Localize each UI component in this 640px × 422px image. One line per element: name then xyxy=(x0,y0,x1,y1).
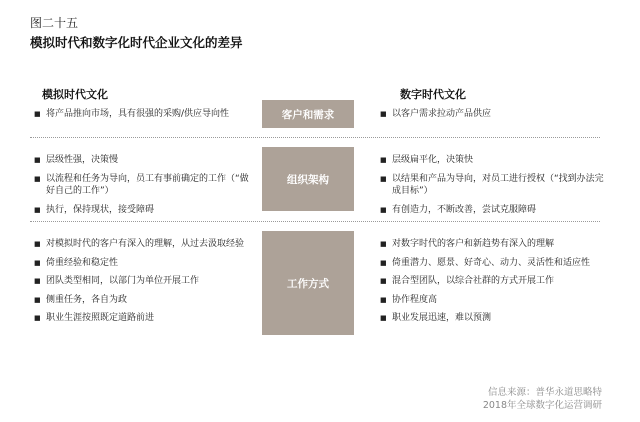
category-work-style: 工作方式 xyxy=(262,231,354,335)
category-organization: 组织架构 xyxy=(262,147,354,211)
list-item: ■ 职业发展迅速，难以预测 xyxy=(380,312,605,325)
list-item: ■ 对模拟时代的客户有深入的理解，从过去汲取经验 xyxy=(34,238,254,251)
list-item: ■ 有创造力，不断改善，尝试克服障碍 xyxy=(380,204,605,217)
list-item: ■ 协作程度高 xyxy=(380,294,605,307)
row-divider xyxy=(30,221,600,222)
list-item: ■ 将产品推向市场，具有很强的采购/供应导向性 xyxy=(34,108,254,121)
list-item: ■ 层级扁平化，决策快 xyxy=(380,154,605,167)
list-item: ■ 侧重任务，各自为政 xyxy=(34,294,254,307)
digital-customer-list xyxy=(380,108,605,127)
digital-workstyle-list xyxy=(380,238,605,331)
source-line-2: 2018年全球数字化运营调研 xyxy=(482,400,602,411)
list-item: ■ 倚重潜力、愿景、好奇心、动力、灵活性和适应性 xyxy=(380,257,605,270)
analog-workstyle-list xyxy=(34,238,254,331)
figure-title: 模拟时代和数字化时代企业文化的差异 xyxy=(30,35,243,50)
left-column-heading: 模拟时代文化 xyxy=(42,88,108,101)
list-item: ■ 层级性强，决策慢 xyxy=(34,154,254,167)
list-item: ■ 倚重经验和稳定性 xyxy=(34,257,254,270)
source-note xyxy=(483,386,602,412)
list-item: ■ 以流程和任务为导向，员工有事前确定的工作（“做好自己的工作”） xyxy=(34,173,254,198)
list-item: ■ 职业生涯按照既定道路前进 xyxy=(34,312,254,325)
digital-organization-list xyxy=(380,154,605,222)
right-column-heading: 数字时代文化 xyxy=(400,88,466,101)
category-customer-demand: 客户和需求 xyxy=(262,100,354,128)
row-divider xyxy=(30,137,600,138)
analog-organization-list xyxy=(34,154,254,222)
analog-customer-list xyxy=(34,108,254,127)
list-item: ■ 对数字时代的客户和新趋势有深入的理解 xyxy=(380,238,605,251)
list-item: ■ 以客户需求拉动产品供应 xyxy=(380,108,605,121)
figure-label: 图二十五 xyxy=(30,16,79,30)
source-line-1: 信息来源：普华永道思略特 xyxy=(487,387,602,398)
list-item: ■ 团队类型相同，以部门为单位开展工作 xyxy=(34,275,254,288)
list-item: ■ 执行，保持现状，接受障碍 xyxy=(34,204,254,217)
list-item: ■ 以结果和产品为导向，对员工进行授权（“找到办法完成目标”） xyxy=(380,173,605,198)
list-item: ■ 混合型团队，以综合社群的方式开展工作 xyxy=(380,275,605,288)
